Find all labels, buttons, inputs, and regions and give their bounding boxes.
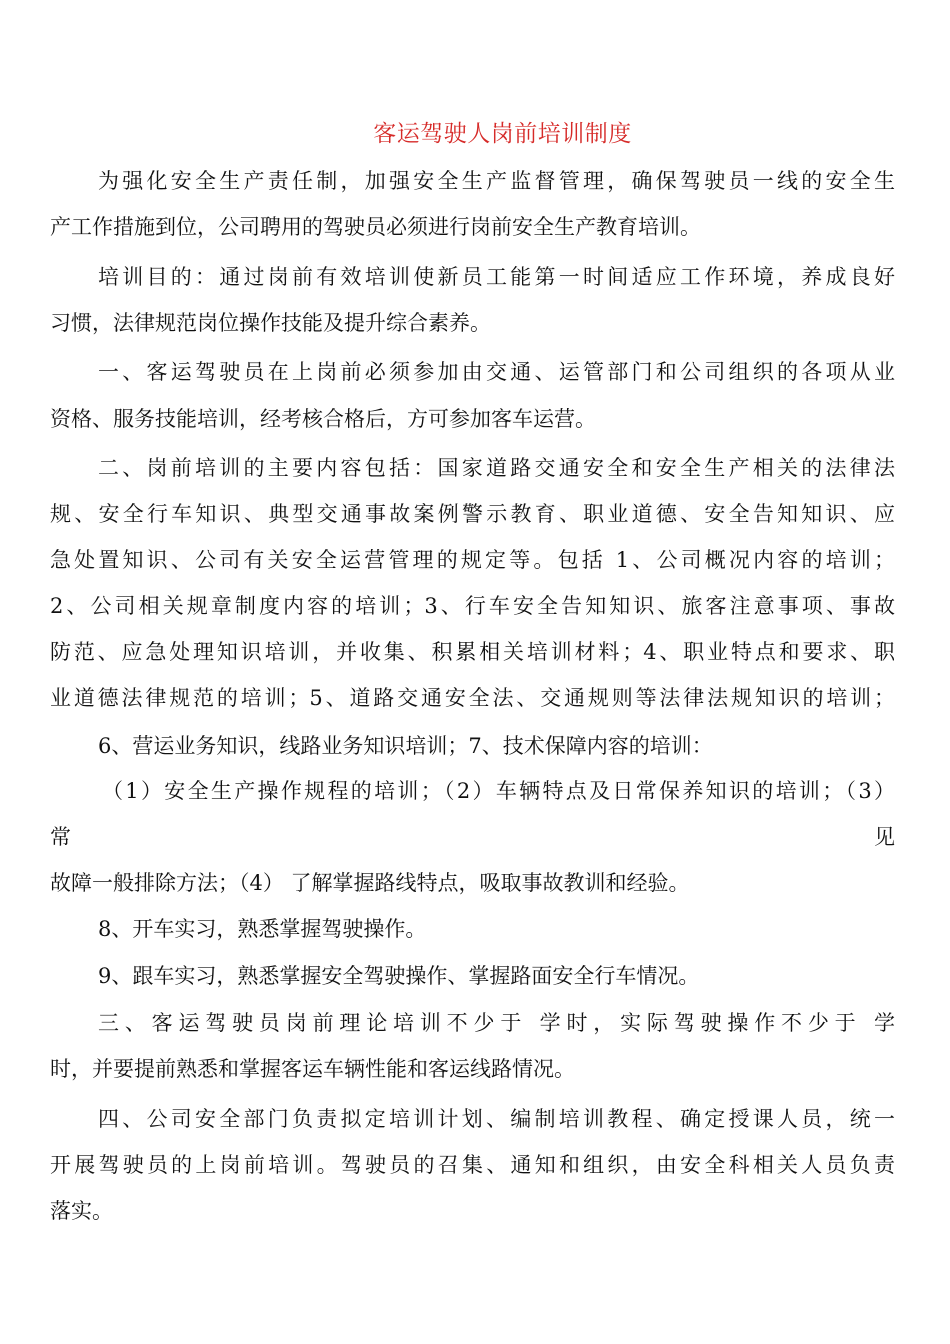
paragraph-line: 规、安全行车知识、典型交通事故案例警示教育、职业道德、安全告知知识、应: [50, 502, 895, 526]
paragraph-line: 产工作措施到位，公司聘用的驾驶员必须进行岗前安全生产教育培训。: [50, 215, 701, 239]
paragraph-line: 业道德法律规范的培训；5、道路交通安全法、交通规则等法律法规知识的培训；: [50, 686, 895, 710]
paragraph-line: 开展驾驶员的上岗前培训。驾驶员的召集、通知和组织，由安全科相关人员负责: [50, 1153, 895, 1177]
document-title: 客运驾驶人岗前培训制度: [373, 121, 632, 147]
paragraph-line: 急处置知识、公司有关安全运营管理的规定等。包括 1、公司概况内容的培训；: [50, 548, 895, 572]
paragraph-line: 见: [874, 825, 895, 849]
paragraph-line: 防范、应急处理知识培训，并收集、积累相关培训材料；4、职业特点和要求、职: [50, 640, 895, 664]
paragraph-line: 9、跟车实习，熟悉掌握安全驾驶操作、掌握路面安全行车情况。: [98, 964, 700, 988]
paragraph-line: 培训目的：通过岗前有效培训使新员工能第一时间适应工作环境，养成良好: [98, 265, 895, 289]
paragraph-line: 为强化安全生产责任制，加强安全生产监督管理，确保驾驶员一线的安全生: [98, 169, 895, 193]
paragraph-line: 8、开车实习，熟悉掌握驾驶操作。: [98, 917, 427, 941]
paragraph-line: 二、岗前培训的主要内容包括：国家道路交通安全和安全生产相关的法律法: [98, 456, 895, 480]
paragraph-line: 常: [50, 825, 71, 849]
paragraph-line: （1）安全生产操作规程的培训；（2）车辆特点及日常保养知识的培训；（3）: [102, 779, 895, 803]
paragraph-line: 四、公司安全部门负责拟定培训计划、编制培训教程、确定授课人员，统一: [98, 1107, 895, 1131]
paragraph-line: 6、营运业务知识，线路业务知识培训；7、技术保障内容的培训：: [98, 734, 713, 758]
paragraph-line: 资格、服务技能培训，经考核合格后，方可参加客车运营。: [50, 407, 596, 431]
paragraph-line: 三、客运驾驶员岗前理论培训不少于 学时，实际驾驶操作不少于 学: [98, 1011, 895, 1035]
paragraph-line: 故障一般排除方法；（4） 了解掌握路线特点，吸取事故教训和经验。: [50, 871, 690, 895]
paragraph-line: 习惯，法律规范岗位操作技能及提升综合素养。: [50, 311, 491, 335]
paragraph-line: 落实。: [50, 1199, 113, 1223]
paragraph-line: 2、公司相关规章制度内容的培训；3、行车安全告知知识、旅客注意事项、事故: [50, 594, 895, 618]
paragraph-line: 一、客运驾驶员在上岗前必须参加由交通、运管部门和公司组织的各项从业: [98, 360, 895, 384]
paragraph-line: 时，并要提前熟悉和掌握客运车辆性能和客运线路情况。: [50, 1057, 575, 1081]
